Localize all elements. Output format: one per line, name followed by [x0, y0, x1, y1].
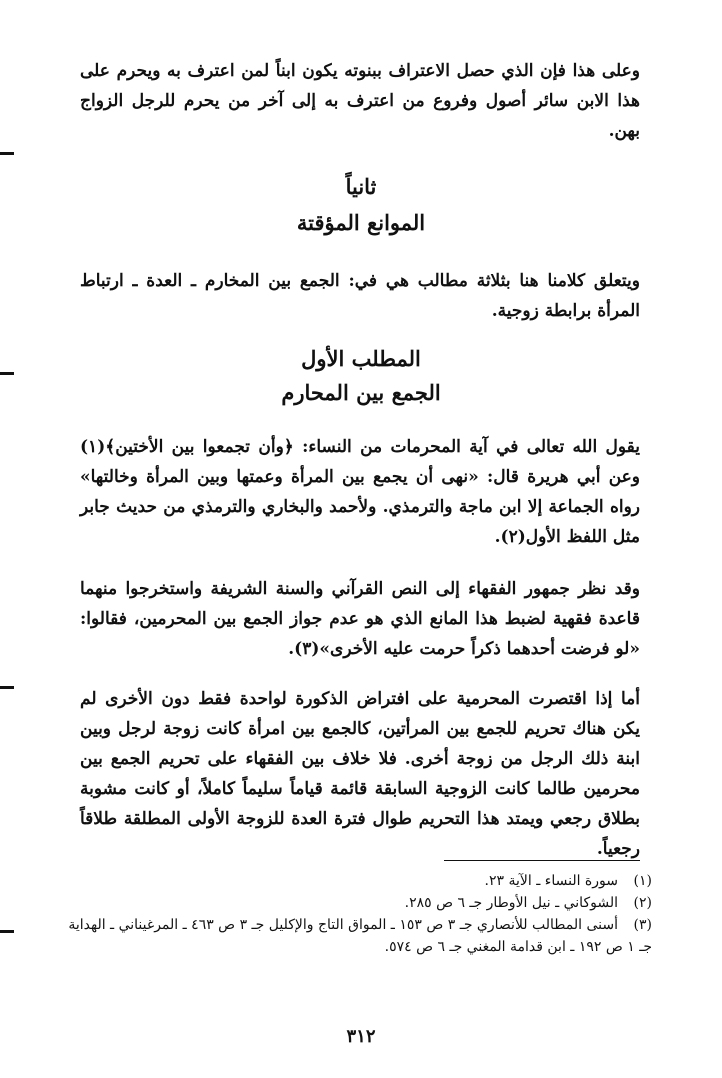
paragraph-3: يقول الله تعالى في آية المحرمات من النساء: ﴿وأن تجمعوا بين الأختين﴾(١) وعن أبي هريرة قال: «نهى أن يجمع بين المرأة وعمتها وبين المرأة وخالتها» رواه الجماعة إلا ابن ماجة والترمذي. ولأحمد والبخاري والترمذي من حديث جابر مثل اللفظ الأول(٢). — [80, 437, 640, 547]
section-title-heading: الموانع المؤقتة — [296, 210, 426, 235]
paragraph-4: وقد نظر جمهور الفقهاء إلى النص القرآني والسنة الشريفة واستخرجوا منهما قاعدة فقهية لضبط هذا المانع الذي هو عدم جواز الجمع بين المحرمين، فقالوا: «لو فرضت أحدهما ذكراً حرمت عليه الأخرى»(٣). — [80, 579, 640, 659]
paragraph-5: أما إذا اقتصرت المحرمية على افتراض الذكورة لواحدة فقط دون الأخرى لم يكن هناك تحريم للجمع بين المرأتين، كالجمع بين امرأة كانت زوجة لرجل وبين ابنة ذلك الرجل من زوجة أخرى. فلا خلاف بين الفقهاء على تحريم الجمع بين محرمين طالما كانت الزوجية السابقة قائمة قياماً سليماً كاملاً، أو كانت مشوبة بطلاق رجعي ويمتد هذا التحريم طوال فترة العدة للزوجة الأولى المطلقة طلاقاً رجعياً. — [80, 689, 640, 859]
subsection-title-heading: الجمع بين المحارم — [281, 380, 441, 405]
paragraph-2: ويتعلق كلامنا هنا بثلاثة مطالب هي في: الجمع بين المخارم ـ العدة ـ ارتباط المرأة برابطة زوجية. — [80, 271, 640, 321]
footnote-2 — [62, 892, 652, 914]
scan-edge-mark — [0, 152, 14, 155]
paragraph-1: وعلى هذا فإن الذي حصل الاعتراف ببنوته يكون ابناً لمن اعترف به ويحرم على هذا الابن سائر أصول وفروع من اعترف به إلى آخر من يحرم للرجل الزواج بهن. — [80, 61, 640, 141]
footnote-1 — [62, 870, 652, 892]
scan-edge-mark — [0, 686, 14, 689]
footnote-2-text: الشوكاني ـ نيل الأوطار جـ ٦ ص ٢٨٥. — [404, 895, 618, 911]
footnote-1-text: سورة النساء ـ الآية ٢٣. — [484, 873, 618, 889]
footnote-3-text: أسنى المطالب للأنصاري جـ ٣ ص ١٥٣ ـ المواق التاج والإكليل جـ ٣ ص ٤٦٣ ـ المرغيناني ـ الهداية جـ ١ ص ١٩٢ ـ ابن قدامة المغني جـ ٦ ص ٥٧٤. — [68, 917, 652, 955]
footnote-3 — [62, 914, 652, 958]
footnote-1-number: (١) — [633, 873, 652, 889]
footnote-3-number: (٣) — [633, 917, 652, 933]
page-number: ٣١٢ — [346, 1026, 376, 1047]
section-number-heading: ثانياً — [345, 174, 377, 199]
scan-edge-mark — [0, 930, 14, 933]
subsection-number-heading: المطلب الأول — [301, 346, 421, 371]
footnote-separator — [444, 860, 640, 861]
scan-edge-mark — [0, 372, 14, 375]
footnote-2-number: (٢) — [633, 895, 652, 911]
